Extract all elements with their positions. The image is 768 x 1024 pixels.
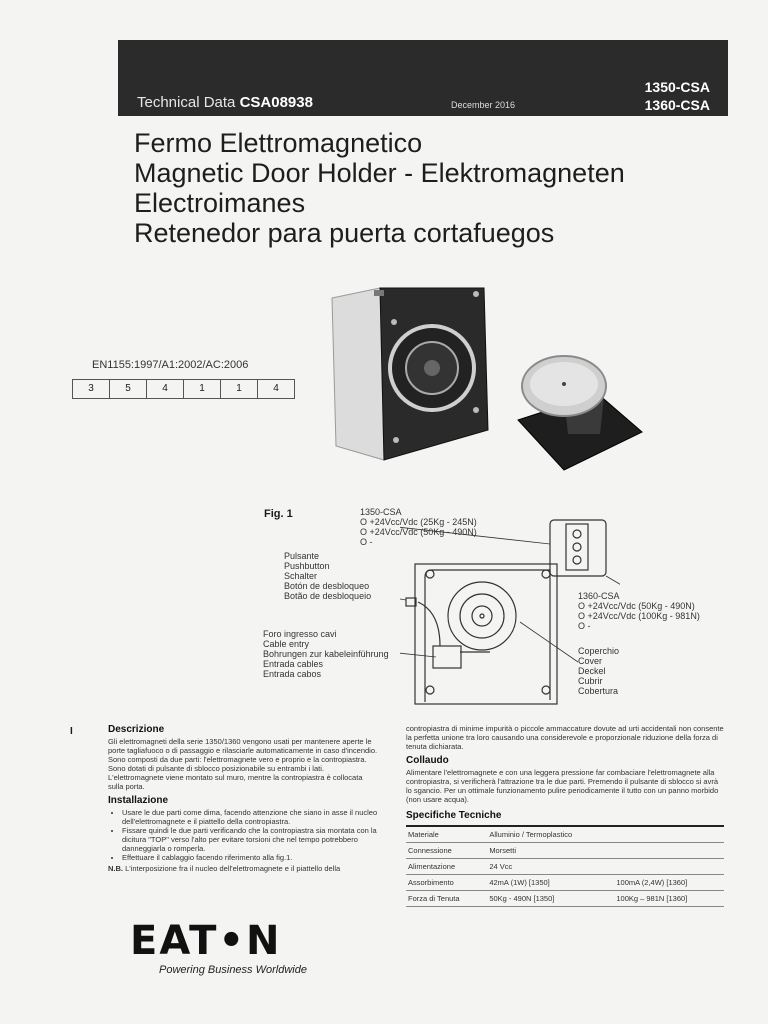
table-row xyxy=(406,859,724,875)
title-line: Retenedor para puerta cortafuegos xyxy=(134,218,555,248)
electromagnet-product-image xyxy=(324,270,496,472)
installation-list xyxy=(108,808,378,862)
specs-heading: Specifiche Tecniche xyxy=(406,810,502,821)
header-band xyxy=(118,40,728,116)
note: N.B. L'interposizione fra il nucleo dell'elettromagnete e il piattello della xyxy=(108,864,341,873)
installation-heading: Installazione xyxy=(108,795,169,806)
list-item: • Effettuare il cablaggio facendo riferimento alla fig.1. xyxy=(122,853,378,862)
testing-heading: Collaudo xyxy=(406,755,449,766)
technical-data-label: Technical Data CSA08938 xyxy=(137,94,313,111)
eaton-logo: EAT•N xyxy=(130,918,282,964)
title-line: Electroimanes xyxy=(134,188,306,218)
title-line: Magnetic Door Holder - Elektromagneten xyxy=(134,158,625,188)
table-cell: Assorbimento xyxy=(406,875,487,891)
table-cell: Alluminio / Termoplastico xyxy=(487,826,614,843)
model-1350-wiring-labels: 1350-CSA O +24Vcc/Vdc (25Kg - 245N) O +24Vcc/Vdc (50Kg - 490N) O - xyxy=(360,507,477,547)
title-block xyxy=(134,128,625,248)
table-cell xyxy=(614,859,724,875)
figure-label: Fig. 1 xyxy=(264,508,293,520)
model-1360-wiring-labels: 1360-CSA O +24Vcc/Vdc (50Kg - 490N) O +24Vcc/Vdc (100Kg - 981N) O - xyxy=(578,591,700,631)
cable-entry-labels: Foro ingresso cavi Cable entry Bohrungen zur kabeleinführung Entrada cables Entrada cabos xyxy=(263,629,389,679)
table-row xyxy=(406,875,724,891)
cover-labels: Coperchio Cover Deckel Cubrir Cobertura xyxy=(578,646,620,696)
pushbutton-labels: Pulsante Pushbutton Schalter Botón de desbloqueo Botão de desbloqueio xyxy=(284,551,372,601)
description-heading: Descrizione xyxy=(108,724,165,735)
counterplate-product-image xyxy=(512,350,646,472)
title-line: Fermo Elettromagnetico xyxy=(134,128,423,158)
table-cell: 42mA (1W) [1350] xyxy=(487,875,614,891)
classification-cell: 4 xyxy=(273,383,279,394)
classification-cell: 1 xyxy=(221,380,258,398)
list-item: • Fissare quindi le due parti verificando che la contropiastra sia montata con la dicitura "TOP" verso l'alto per evitare torsioni che nel tempo potrebbero danneggiarla o romperla. xyxy=(122,826,378,853)
table-cell: Alimentazione xyxy=(406,859,487,875)
table-cell: 24 Vcc xyxy=(487,859,614,875)
table-cell xyxy=(614,843,724,859)
document-date: December 2016 xyxy=(451,100,516,110)
standard-classification-table xyxy=(72,379,295,399)
document-code: CSA08938 xyxy=(239,94,313,111)
table-row xyxy=(406,826,724,843)
classification-cell: 3 xyxy=(73,380,110,398)
testing-body: Alimentare l'elettromagnete e con una leggera pressione far combaciare l'elettromagnete alla contropiastra, si verificherà l'attrazione tra le due parti. Premendo il pulsante di sblocco si avrà lo sgancio. Per un ottimale funzionamento pulire periodicamente il tutto con un panno morbido (non usare acqua). xyxy=(406,768,719,804)
classification-cell: 4 xyxy=(147,380,184,398)
note-continuation: contropiastra di minime impurità o piccole ammaccature dovute ad urti accidentali non consente la perfetta unione tra loro causando una considerevole e proporzionale riduzione della forza di tenuta dichiarata. xyxy=(406,724,724,751)
wiring-diagram xyxy=(400,512,620,712)
classification-cell: 5 xyxy=(110,380,147,398)
table-cell xyxy=(614,826,724,843)
model-code: 1350-CSA xyxy=(644,79,710,95)
table-cell: Connessione xyxy=(406,843,487,859)
left-text-column xyxy=(108,724,378,873)
classification-cell: 1 xyxy=(184,380,221,398)
right-text-column xyxy=(406,724,724,907)
model-code: 1360-CSA xyxy=(644,97,710,113)
table-cell: Materiale xyxy=(406,826,487,843)
brand-tagline: Powering Business Worldwide xyxy=(159,964,307,976)
table-cell: 100Kg – 981N [1360] xyxy=(614,891,724,907)
standard-name: EN1155:1997/A1:2002/AC:2006 xyxy=(92,359,249,371)
table-cell: Forza di Tenuta xyxy=(406,891,487,907)
table-row xyxy=(406,891,724,907)
table-row xyxy=(406,843,724,859)
specs-table xyxy=(406,825,724,907)
model-codes xyxy=(645,78,710,114)
table-cell: 100mA (2,4W) [1360] xyxy=(614,875,724,891)
description-body: Gli elettromagneti della serie 1350/1360 vengono usati per mantenere aperte le porte tagliafuoco o di passaggio e rilasciarle automaticamente in caso d'incendio. Sono composti da due parti: l'elettromagnete vero e proprio e la contropiastra. Sono dotati di pulsante di sblocco posizionabile su entrambi i lati. L'elettromagnete viene montato sul muro, mentre la contropiastra è collocata sulla porta. xyxy=(108,737,378,791)
list-item: • Usare le due parti come dima, facendo attenzione che siano in asse il nucleo dell'elettromagnete e il piattello della contropiastra. xyxy=(122,808,378,826)
language-marker: I xyxy=(70,726,73,737)
table-cell: 50Kg - 490N [1350] xyxy=(487,891,614,907)
table-cell: Morsetti xyxy=(487,843,614,859)
